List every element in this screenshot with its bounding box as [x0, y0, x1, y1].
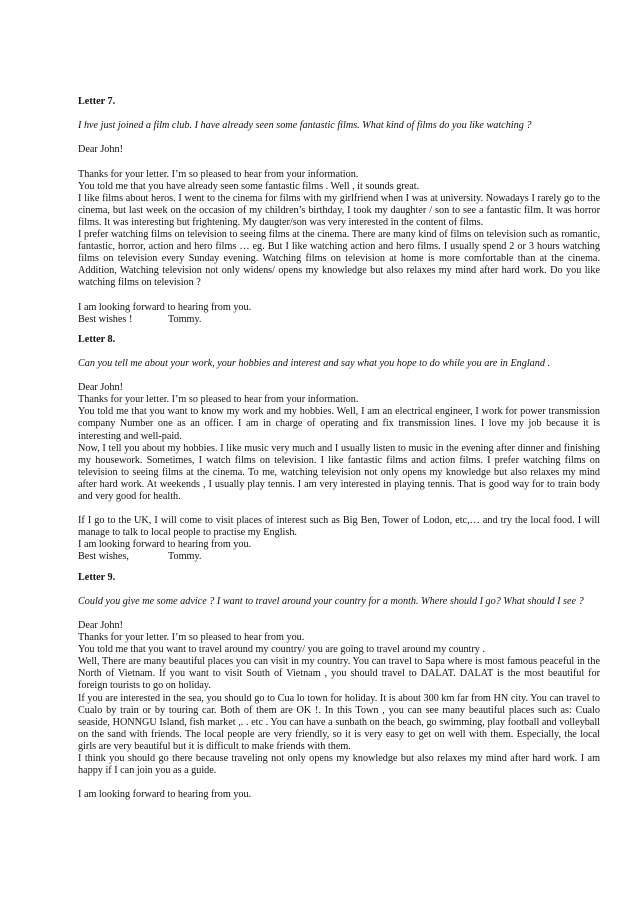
- letter-9-closing: I am looking forward to hearing from you.: [78, 789, 252, 801]
- letter-9-line: I think you should go there because traveling not only opens my knowledge but also relaxes my mind after hard work. I am happy if I can join you as a guide.: [78, 752, 600, 777]
- letter-8-greeting: Dear John!: [78, 382, 123, 394]
- letter-7-line: I prefer watching films on television to seeing films at the cinema. There are many kind of films on television such as romantic, fantastic, horror, action and hero films … eg. But I like watching action and hero films. I usually spend 2 or 3 hours watching films on television every Sunday evening. Watching films on television at home is more comfortable than at the cinema. Addition, Watching television not only widens/ opens my knowledge but also relaxes my mind after hard work. Do you like watching films on television ?: [78, 229, 600, 289]
- letter-9-line: Well, There are many beautiful places you can visit in my country. You can travel to Sapa where is most famous peaceful in the North of Vietnam. If you want to visit South of Vietnam , you should travel to DALAT. DALAT is the most beautiful for foreign tourists to go on holiday.: [78, 656, 600, 692]
- letter-8-prompt: Can you tell me about your work, your hobbies and interest and say what you hope to do while you are in England .: [78, 357, 551, 369]
- letter-9-greeting: Dear John!: [78, 619, 123, 631]
- letter-8-sign-name: Tommy.: [168, 551, 202, 563]
- letter-8-signature: [78, 551, 600, 563]
- letter-7-line: I like films about heros. I went to the cinema for films with my girlfriend when I was at university. Nowadays I rarely go to the cinema, but last week on the occasion of my children’s birthday, I took my daughter / son to see a fantastic film. It was horror films. It was interesting but frightening. My daugter/son was very interested in the content of films.: [78, 192, 600, 228]
- letter-7-greeting: Dear John!: [78, 144, 123, 156]
- letter-7-signature: [78, 314, 600, 326]
- letter-9-line: Thanks for your letter. I’m so pleased to hear from you.: [78, 632, 305, 644]
- letter-8-line: Thanks for your letter. I’m so pleased to hear from your information.: [78, 394, 359, 406]
- letter-9-line: If you are interested in the sea, you should go to Cua lo town for holiday. It is about 300 km far from HN city. You can travel to Cualo by train or by touring car. Both of them are OK !. In this Town , you can see many beautiful places such as: Cualo seaside, HONNGU Island, fish market ,. . etc . You can have a sunbath on the beach, go swimming, play football and volleyball on the sand with friends. The local people are very friendly, so it is very easy to get on well with them. Especially, the local girls are very beautiful but it is difficult to make friends with them.: [78, 692, 600, 752]
- letter-9-title: Letter 9.: [78, 571, 116, 583]
- letter-8-plans: If I go to the UK, I will come to visit places of interest such as Big Ben, Tower of Lodon, etc,… and try the local food. I will manage to talk to local people to practise my English.: [78, 515, 600, 539]
- letter-8-closing: I am looking forward to hearing from you.: [78, 539, 252, 551]
- letter-8-title: Letter 8.: [78, 333, 116, 345]
- letter-7-sign-wish: Best wishes !: [78, 313, 133, 325]
- letter-7-line: Thanks for your letter. I’m so pleased to hear from your information.: [78, 168, 359, 180]
- letter-8-sign-wish: Best wishes,: [78, 551, 129, 563]
- letter-7-closing: I am looking forward to hearing from you.: [78, 301, 252, 313]
- letter-7-prompt: I hve just joined a film club. I have already seen some fantastic films. What kind of films do you like watching ?: [78, 120, 532, 132]
- letter-8-line: You told me that you want to know my work and my hobbies. Well, I am an electrical engineer, I work for power transmission company Number one as an officer. I am in charge of operating and fix transmission lines. I love my job because it is interesting and well-paid.: [78, 406, 600, 442]
- letter-7-line: You told me that you have already seen some fantastic films . Well , it sounds great.: [78, 180, 420, 192]
- document-page: [78, 96, 600, 801]
- letter-9-line: You told me that you want to travel around my country/ you are going to travel around my country .: [78, 644, 485, 656]
- letter-8-line: Now, I tell you about my hobbies. I like music very much and I usually listen to music in the evening after dinner and finishing my housework. Sometimes, I watch films on television. I like fantastic films and action films. I prefer watching films on television to seeing films at the cinema. To me, watching television not only opens my knowledge but also relaxes my mind after hard work. At weekends , I usually play tennis. I am very interested in playing tennis. That is good way for to train body and very good for health.: [78, 442, 600, 502]
- letter-7-title: Letter 7.: [78, 96, 116, 107]
- letter-7-sign-name: Tommy.: [168, 313, 202, 325]
- letter-9-prompt: Could you give me some advice ? I want to travel around your country for a month. Where should I go? What should I see ?: [78, 595, 584, 607]
